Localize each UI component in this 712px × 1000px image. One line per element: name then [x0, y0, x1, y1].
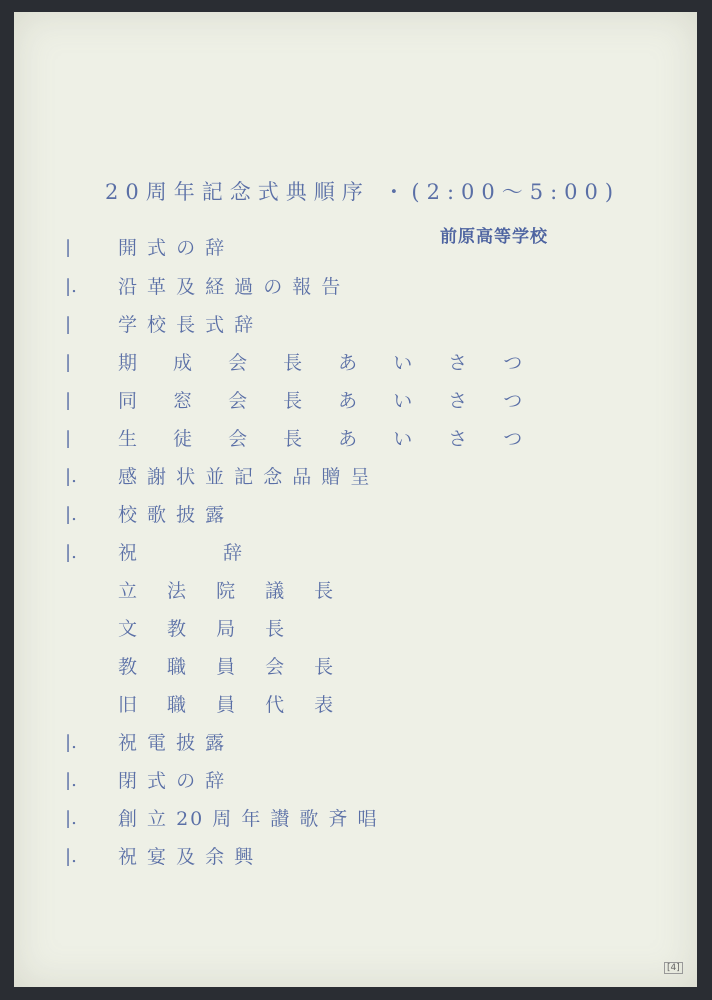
- list-bullet: |: [65, 314, 72, 335]
- list-item: [0, 348, 640, 382]
- list-item: [0, 728, 640, 762]
- list-item: [0, 614, 640, 648]
- list-item-text: 期 成 会 長 あ い さ つ: [118, 352, 538, 374]
- list-item-text: 立 法 院 議 長: [118, 580, 346, 602]
- list-item: [0, 652, 640, 686]
- school-name: 前原高等学校: [440, 227, 548, 247]
- list-item-text: 生 徒 会 長 あ い さ つ: [118, 428, 538, 450]
- list-bullet: |: [65, 237, 72, 258]
- list-item: [0, 386, 640, 420]
- list-item-text: 祝 電 披 露: [118, 732, 227, 754]
- list-item-text: 開 式 の 辞: [118, 237, 227, 259]
- list-bullet: |.: [65, 732, 77, 753]
- list-bullet: |.: [65, 466, 77, 487]
- list-item: [0, 272, 640, 306]
- list-bullet: |: [65, 428, 72, 449]
- list-bullet: |.: [65, 542, 77, 563]
- list-item: [0, 233, 640, 267]
- list-item: [0, 766, 640, 800]
- list-item-text: 閉 式 の 辞: [118, 770, 227, 792]
- list-item: [0, 576, 640, 610]
- list-bullet: |: [65, 390, 72, 411]
- list-bullet: |.: [65, 770, 77, 791]
- list-bullet: |: [65, 352, 72, 373]
- list-item-text: 創 立 20 周 年 讃 歌 斉 唱: [118, 808, 379, 830]
- list-item: [0, 310, 640, 344]
- list-item: [0, 804, 640, 838]
- list-item-text: 文 教 局 長: [118, 618, 297, 640]
- list-item: [0, 538, 640, 572]
- list-item-text: 祝 辞: [118, 542, 245, 564]
- list-item-text: 感 謝 状 並 記 念 品 贈 呈: [118, 466, 372, 488]
- list-item-text: 同 窓 会 長 あ い さ つ: [118, 390, 538, 412]
- page-number-stamp: [4]: [664, 962, 683, 974]
- list-item-text: 祝 宴 及 余 興: [118, 846, 256, 868]
- list-item-text: 沿 革 及 経 過 の 報 告: [118, 276, 343, 298]
- list-item-text: 教 職 員 会 長: [118, 656, 346, 678]
- list-item-text: 校 歌 披 露: [118, 504, 227, 526]
- list-item: [0, 690, 640, 724]
- document-title: 20周年記念式典順序 ・(2:00〜5:00): [105, 180, 621, 204]
- list-item: [0, 424, 640, 458]
- list-item: [0, 500, 640, 534]
- list-item-text: 旧 職 員 代 表: [118, 694, 346, 716]
- list-item: [0, 462, 640, 496]
- list-item: [0, 842, 640, 876]
- list-bullet: |.: [65, 504, 77, 525]
- list-bullet: |.: [65, 808, 77, 829]
- list-item-text: 学 校 長 式 辞: [118, 314, 256, 336]
- list-bullet: |.: [65, 276, 77, 297]
- list-bullet: |.: [65, 846, 77, 867]
